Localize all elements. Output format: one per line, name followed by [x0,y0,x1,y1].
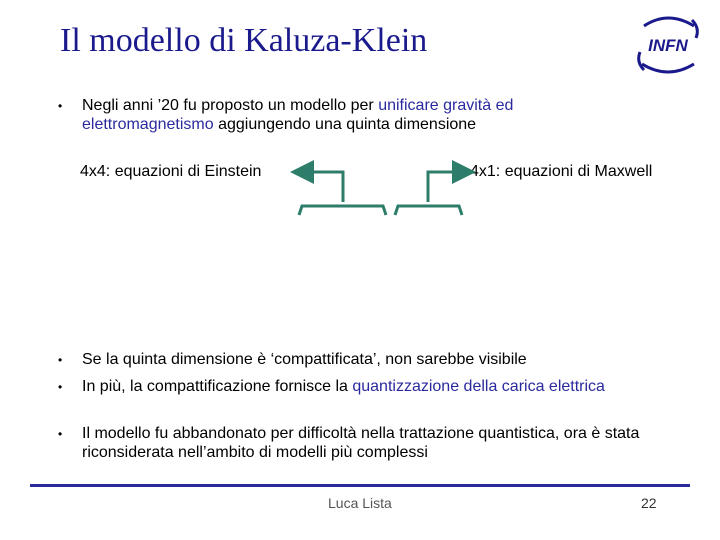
footer-divider [30,484,690,487]
einstein-label: 4x4: equazioni di Einstein [80,163,262,180]
slide-title: Il modello di Kaluza-Klein [60,22,428,59]
bullet-dot: • [58,427,63,441]
maxwell-label: 4x1: equazioni di Maxwell [470,163,653,180]
footer-author: Luca Lista [328,495,392,511]
bullet-text: Se la quinta dimensione è ‘compattificata’, non sarebbe visibile [82,351,527,368]
bullet-dot: • [58,353,63,367]
right-bracket [395,206,462,215]
bullet-text: In più, la compattificazione fornisce la quantizzazione della carica elettrica [82,378,605,395]
quantization-highlight: quantizzazione della carica elettrica [352,378,605,395]
bullet-dot: • [58,99,63,113]
page-number: 22 [641,495,657,511]
bullet-text: Il modello fu abbandonato per difficoltà nella trattazione quantistica, ora è stata riconsiderata nell’ambito di modelli più complessi [82,425,640,461]
right-connector [428,172,470,202]
bullet-dot: • [58,380,63,394]
intro-text: Negli anni ’20 fu proposto un modello per unificare gravità ed elettromagnetismo aggiungendo una quinta dimensione [82,97,514,133]
left-connector [296,172,343,202]
intro-highlight: unificare gravità ed elettromagnetismo [82,97,514,133]
left-bracket [299,206,386,215]
logo-text: INFN [648,36,688,55]
